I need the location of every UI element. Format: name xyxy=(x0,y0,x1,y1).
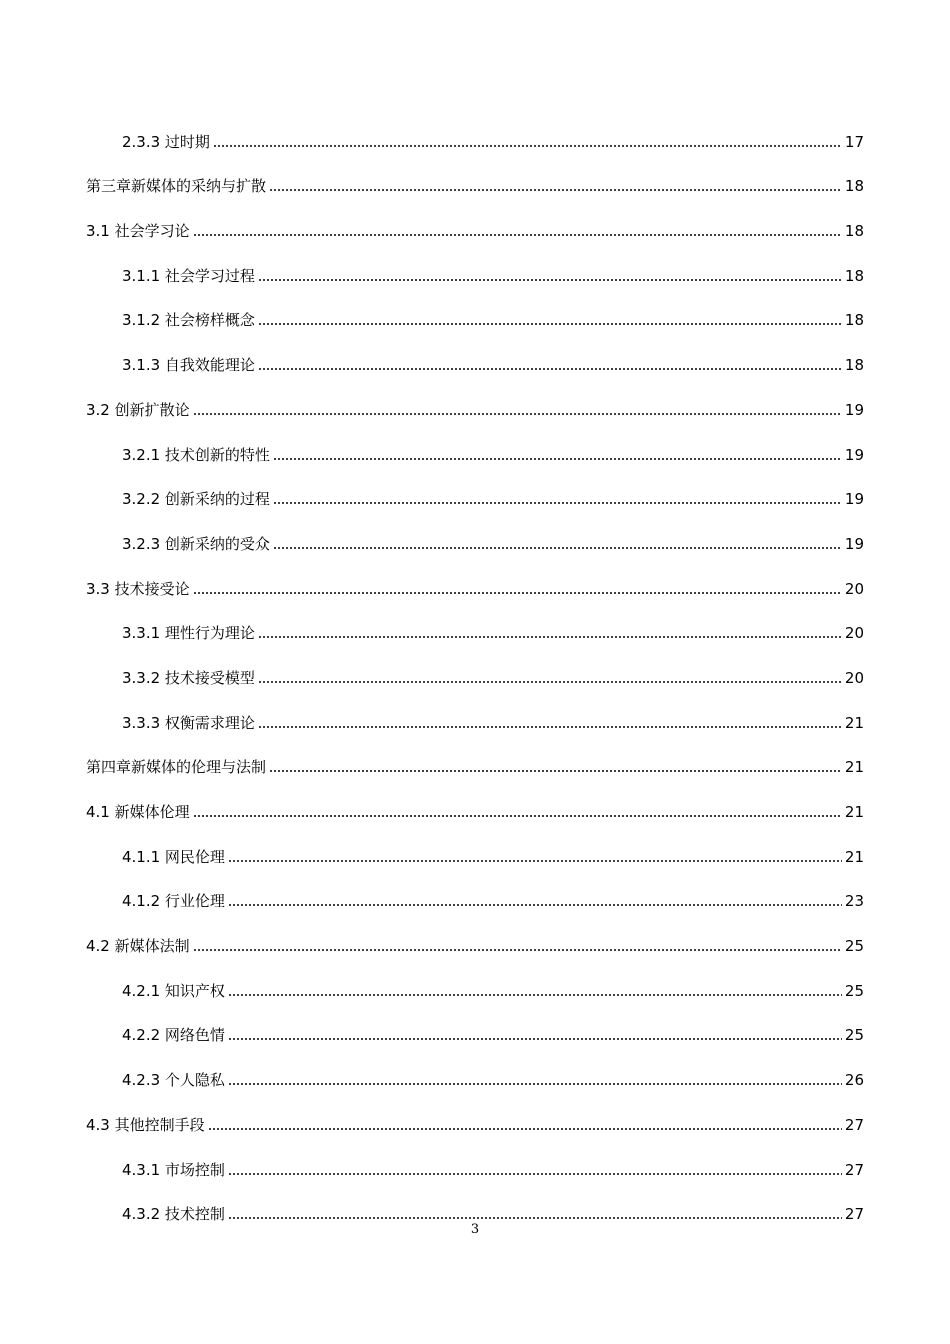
dot-leader xyxy=(213,145,842,147)
toc-entry-page-number: 19 xyxy=(844,534,864,553)
page-number: 3 xyxy=(470,1222,480,1237)
toc-entry-label: 4.3 其他控制手段 xyxy=(86,1115,205,1134)
toc-entry-label: 3.3.2 技术接受模型 xyxy=(122,668,255,687)
toc-entry-label: 3.2.2 创新采纳的过程 xyxy=(122,490,270,509)
toc-entry-subsection[interactable] xyxy=(86,112,864,157)
dot-leader xyxy=(273,547,842,549)
toc-entry-page-number: 21 xyxy=(844,758,864,777)
dot-leader xyxy=(228,860,842,862)
toc-entry-subsection[interactable] xyxy=(86,827,864,872)
toc-entry-label: 4.3.2 技术控制 xyxy=(122,1205,225,1224)
dot-leader xyxy=(228,1038,842,1040)
dot-leader xyxy=(228,1173,842,1175)
toc-entry-page-number: 18 xyxy=(844,311,864,330)
toc-entry-label: 4.2.2 网络色情 xyxy=(122,1026,225,1045)
toc-entry-subsection[interactable] xyxy=(86,604,864,649)
toc-entry-page-number: 27 xyxy=(844,1115,864,1134)
dot-leader xyxy=(228,1083,842,1085)
dot-leader xyxy=(273,458,842,460)
dot-leader xyxy=(258,636,842,638)
toc-entry-subsection[interactable] xyxy=(86,648,864,693)
toc-entry-page-number: 27 xyxy=(844,1160,864,1179)
toc-entry-page-number: 18 xyxy=(844,266,864,285)
toc-entry-label: 3.1.1 社会学习过程 xyxy=(122,266,255,285)
toc-entry-subsection[interactable] xyxy=(86,470,864,515)
toc-entry-page-number: 27 xyxy=(844,1205,864,1224)
dot-leader xyxy=(193,949,842,951)
toc-entry-page-number: 17 xyxy=(844,132,864,151)
dot-leader xyxy=(208,1128,842,1130)
toc-entry-page-number: 21 xyxy=(844,847,864,866)
toc-entry-label: 第四章新媒体的伦理与法制 xyxy=(86,758,267,777)
toc-entry-label: 3.1.2 社会榜样概念 xyxy=(122,311,255,330)
toc-entry-section[interactable] xyxy=(86,782,864,827)
toc-entry-page-number: 26 xyxy=(844,1071,864,1090)
dot-leader xyxy=(258,681,842,683)
toc-entry-page-number: 25 xyxy=(844,981,864,1000)
toc-entry-label: 3.3.1 理性行为理论 xyxy=(122,624,255,643)
toc-entry-page-number: 18 xyxy=(844,177,864,196)
toc-entry-label: 3.1.3 自我效能理论 xyxy=(122,356,255,375)
dot-leader xyxy=(228,904,842,906)
toc-entry-section[interactable] xyxy=(86,157,864,202)
dot-leader xyxy=(228,994,842,996)
dot-leader xyxy=(258,323,842,325)
toc-entry-subsection[interactable] xyxy=(86,1050,864,1095)
toc-entry-subsection[interactable] xyxy=(86,246,864,291)
toc-entry-page-number: 25 xyxy=(844,1026,864,1045)
toc-entry-subsection[interactable] xyxy=(86,1006,864,1051)
dot-leader xyxy=(269,770,842,772)
dot-leader xyxy=(193,815,842,817)
toc-entry-section[interactable] xyxy=(86,380,864,425)
toc-entry-label: 4.1.2 行业伦理 xyxy=(122,892,225,911)
toc-entry-label: 4.2 新媒体法制 xyxy=(86,937,190,956)
toc-entry-section[interactable] xyxy=(86,738,864,783)
dot-leader xyxy=(193,592,842,594)
toc-entry-page-number: 20 xyxy=(844,668,864,687)
toc-entry-subsection[interactable] xyxy=(86,514,864,559)
dot-leader xyxy=(193,413,842,415)
toc-entry-label: 第三章新媒体的采纳与扩散 xyxy=(86,177,267,196)
toc-entry-page-number: 19 xyxy=(844,400,864,419)
toc-entry-label: 3.3 技术接受论 xyxy=(86,579,190,598)
toc-entry-label: 4.3.1 市场控制 xyxy=(122,1160,225,1179)
toc-entry-page-number: 18 xyxy=(844,222,864,241)
toc-entry-subsection[interactable] xyxy=(86,1140,864,1185)
toc-entry-subsection[interactable] xyxy=(86,291,864,336)
dot-leader xyxy=(258,279,842,281)
toc-entry-label: 3.1 社会学习论 xyxy=(86,222,190,241)
toc-entry-subsection[interactable] xyxy=(86,693,864,738)
toc-entry-page-number: 20 xyxy=(844,624,864,643)
dot-leader xyxy=(258,368,842,370)
toc-entry-label: 4.1.1 网民伦理 xyxy=(122,847,225,866)
toc-entry-label: 4.2.1 知识产权 xyxy=(122,981,225,1000)
toc-entry-subsection[interactable] xyxy=(86,335,864,380)
dot-leader xyxy=(228,1217,842,1219)
toc-entry-label: 4.1 新媒体伦理 xyxy=(86,803,190,821)
table-of-contents xyxy=(86,112,864,1229)
toc-entry-page-number: 19 xyxy=(844,490,864,509)
toc-entry-label: 3.2.1 技术创新的特性 xyxy=(122,445,270,464)
toc-entry-subsection[interactable] xyxy=(86,961,864,1006)
toc-entry-page-number: 21 xyxy=(844,713,864,732)
toc-entry-section[interactable] xyxy=(86,1095,864,1140)
toc-entry-label: 2.3.3 过时期 xyxy=(122,132,210,151)
toc-entry-section[interactable] xyxy=(86,201,864,246)
toc-entry-page-number: 21 xyxy=(844,803,864,821)
toc-entry-label: 3.2 创新扩散论 xyxy=(86,400,190,419)
dot-leader xyxy=(258,726,842,728)
toc-entry-label: 4.2.3 个人隐私 xyxy=(122,1071,225,1090)
toc-entry-label: 3.2.3 创新采纳的受众 xyxy=(122,534,270,553)
toc-entry-subsection[interactable] xyxy=(86,872,864,917)
toc-entry-subsection[interactable] xyxy=(86,425,864,470)
toc-entry-page-number: 20 xyxy=(844,579,864,598)
dot-leader xyxy=(273,502,842,504)
toc-entry-label: 3.3.3 权衡需求理论 xyxy=(122,713,255,732)
toc-entry-section[interactable] xyxy=(86,559,864,604)
toc-entry-page-number: 23 xyxy=(844,892,864,911)
dot-leader xyxy=(193,234,842,236)
toc-entry-page-number: 18 xyxy=(844,356,864,375)
toc-entry-page-number: 25 xyxy=(844,937,864,956)
dot-leader xyxy=(269,189,842,191)
toc-entry-page-number: 19 xyxy=(844,445,864,464)
toc-entry-section[interactable] xyxy=(86,916,864,961)
